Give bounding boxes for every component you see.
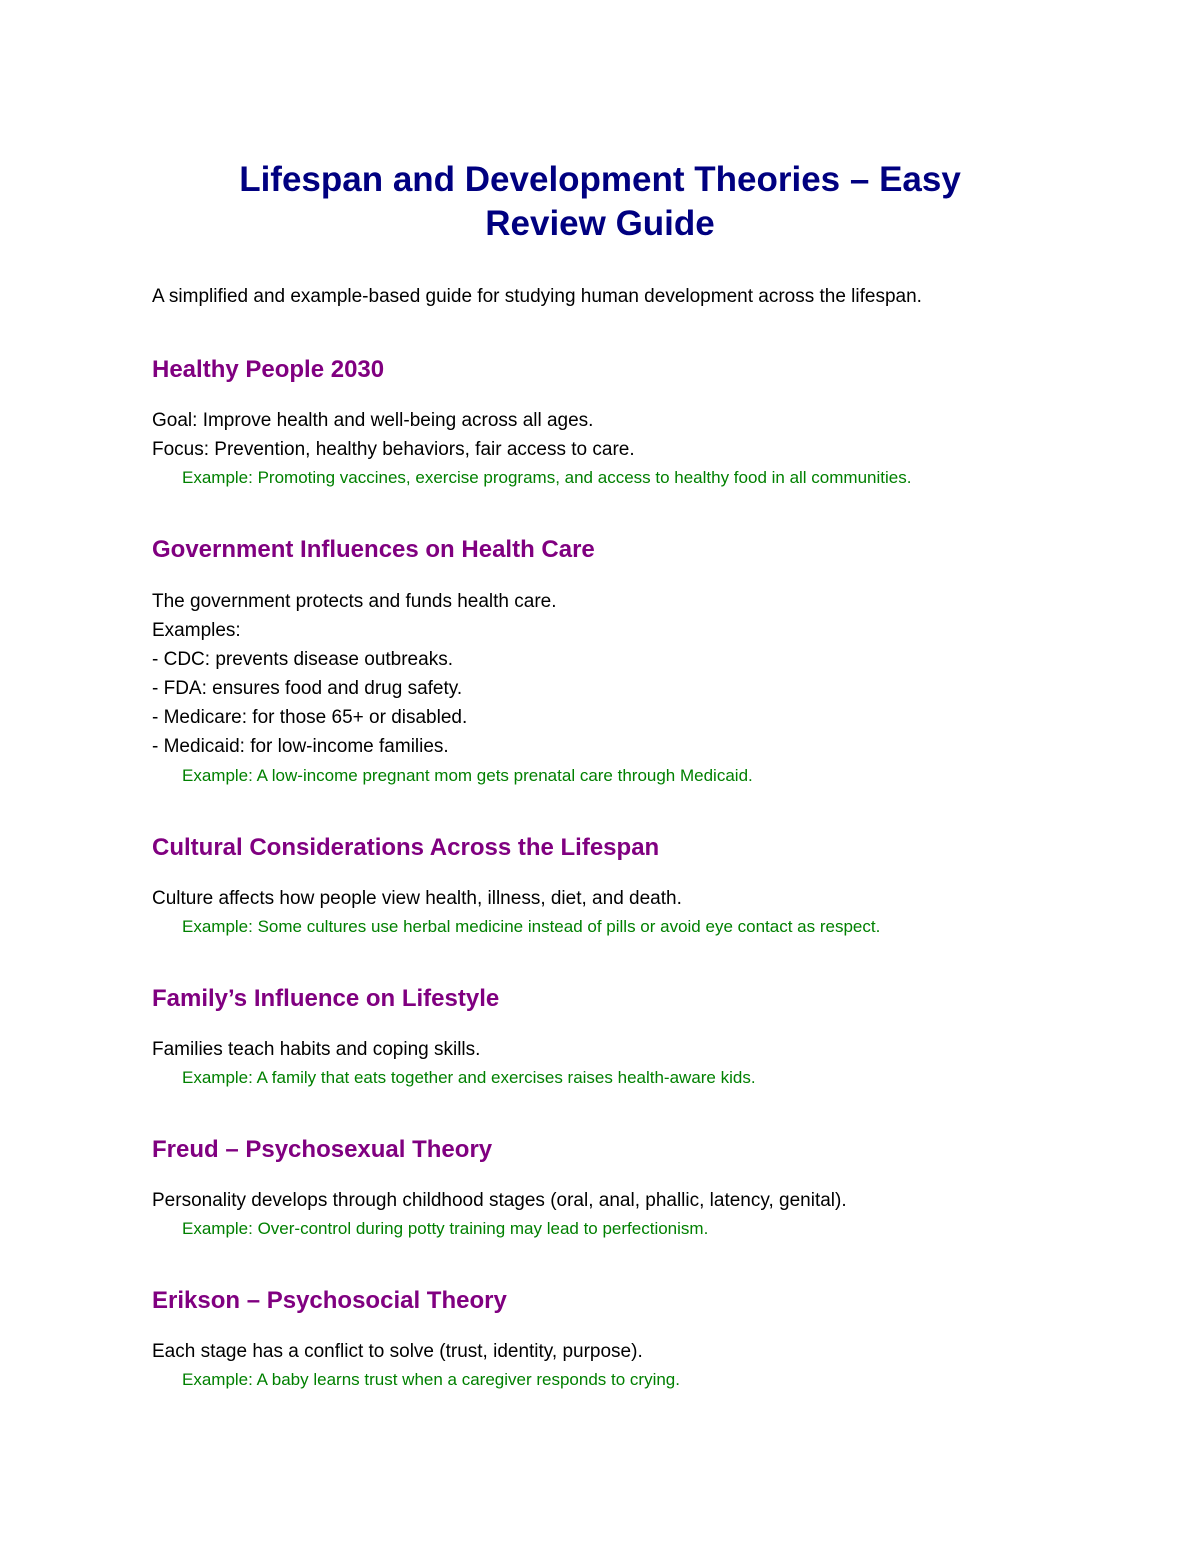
section-example: Example: A baby learns trust when a caregiver responds to crying.: [182, 1370, 680, 1389]
section-list-item: - Medicaid: for low-income families.: [152, 736, 449, 757]
section-line: Focus: Prevention, healthy behaviors, fair access to care.: [152, 439, 635, 460]
section-heading-family: Family’s Influence on Lifestyle: [152, 985, 500, 1012]
section-heading-freud: Freud – Psychosexual Theory: [152, 1136, 493, 1163]
section-list-item: - FDA: ensures food and drug safety.: [152, 678, 463, 699]
section-list-item: - Medicare: for those 65+ or disabled.: [152, 707, 468, 728]
section-heading-cultural: Cultural Considerations Across the Lifespan: [152, 834, 660, 861]
section-line: Personality develops through childhood stages (oral, anal, phallic, latency, genital).: [152, 1190, 847, 1211]
section-line: Examples:: [152, 620, 241, 641]
section-heading-erikson: Erikson – Psychosocial Theory: [152, 1287, 507, 1314]
section-line: The government protects and funds health care.: [152, 591, 557, 612]
section-heading-healthy-people: Healthy People 2030: [152, 356, 385, 383]
section-line: Culture affects how people view health, illness, diet, and death.: [152, 888, 682, 909]
section-line: Goal: Improve health and well-being across all ages.: [152, 410, 594, 431]
page-title-line-2: Review Guide: [485, 204, 715, 243]
section-example: Example: Promoting vaccines, exercise programs, and access to healthy food in all communities.: [182, 468, 912, 487]
page-subtitle: A simplified and example-based guide for studying human development across the lifespan.: [152, 286, 922, 307]
section-example: Example: A family that eats together and exercises raises health-aware kids.: [182, 1068, 756, 1087]
page-title-line-1: Lifespan and Development Theories – Easy: [239, 160, 961, 199]
section-list-item: - CDC: prevents disease outbreaks.: [152, 649, 453, 670]
section-heading-government: Government Influences on Health Care: [152, 536, 595, 563]
page-title: [140, 158, 1060, 246]
section-example: Example: Over-control during potty training may lead to perfectionism.: [182, 1219, 709, 1238]
section-line: Each stage has a conflict to solve (trust, identity, purpose).: [152, 1341, 643, 1362]
section-example: Example: Some cultures use herbal medicine instead of pills or avoid eye contact as respect.: [182, 917, 881, 936]
section-example: Example: A low-income pregnant mom gets prenatal care through Medicaid.: [182, 766, 753, 785]
section-line: Families teach habits and coping skills.: [152, 1039, 481, 1060]
